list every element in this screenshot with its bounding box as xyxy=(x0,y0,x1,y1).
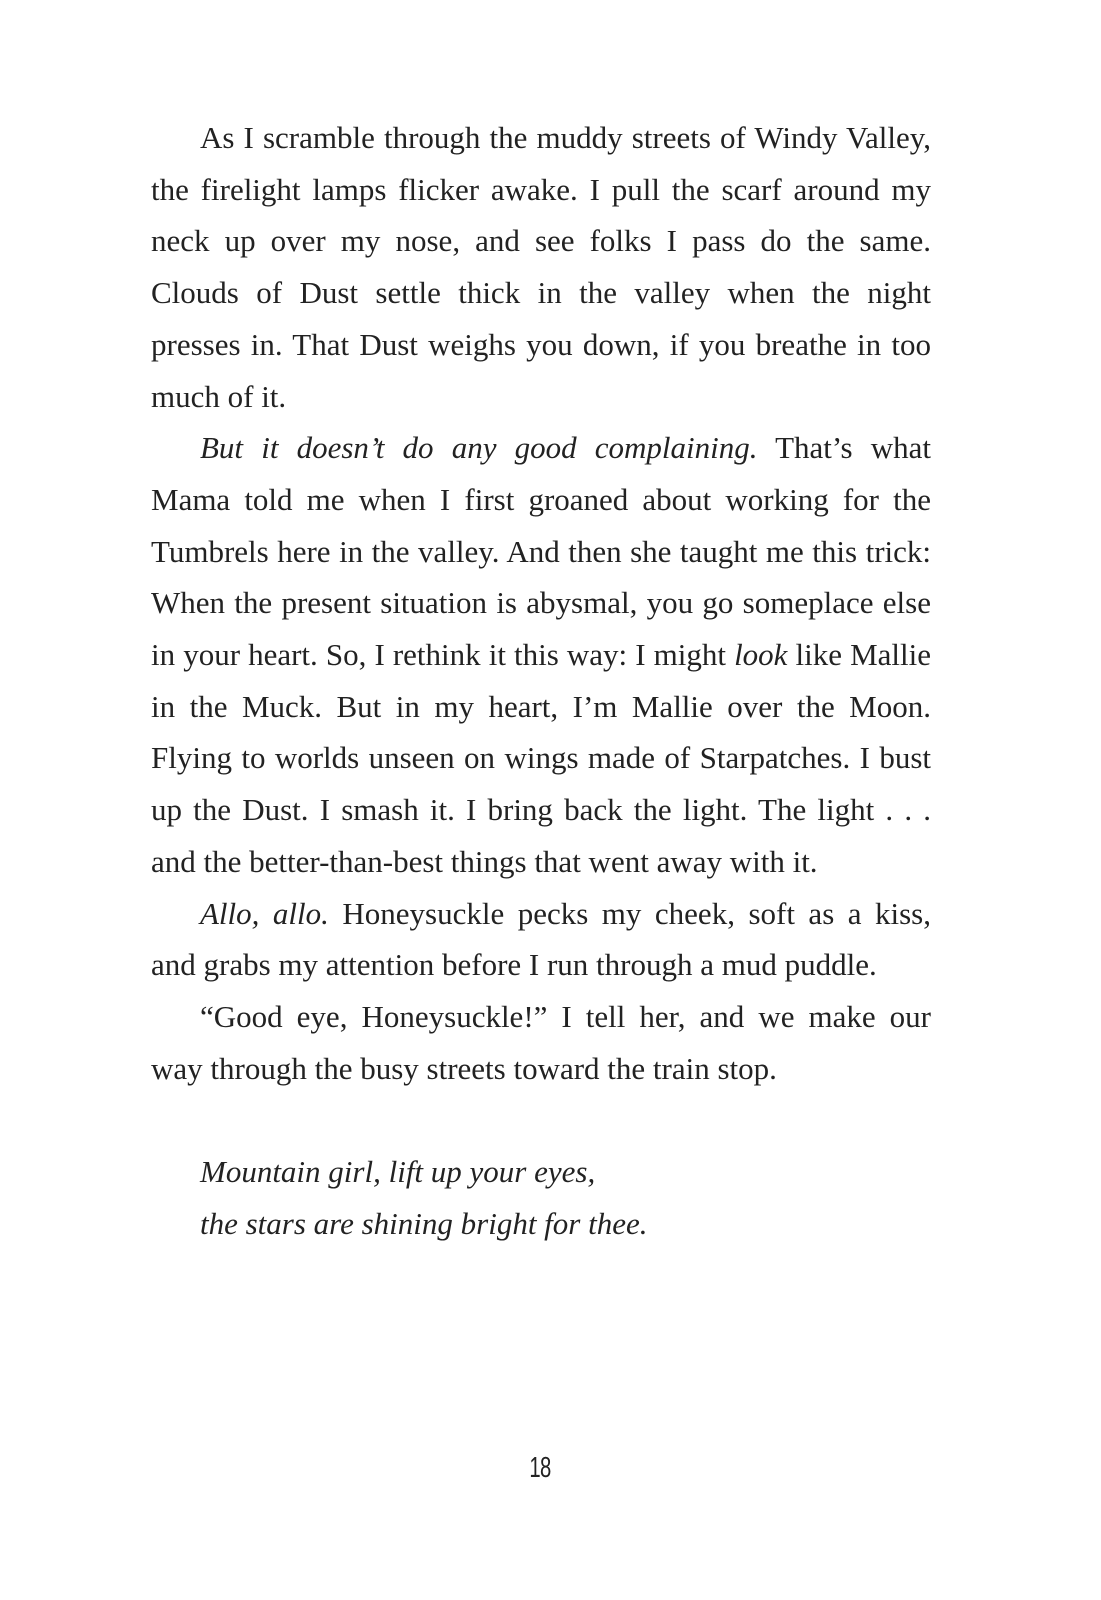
paragraph-3-text: Honeysuckle pecks my cheek, soft as a kiss, and grabs my attention before I run through a mud puddle. xyxy=(151,895,932,983)
page-number: 18 xyxy=(529,1452,551,1484)
verse-line-2: the stars are shining bright for thee. xyxy=(200,1206,648,1242)
song-verse xyxy=(151,1146,931,1249)
page-body xyxy=(151,112,931,1250)
paragraph-1 xyxy=(151,112,931,422)
paragraph-2-italic-look: look xyxy=(734,637,788,673)
paragraph-3-italic-opening: Allo, allo. xyxy=(200,895,329,931)
paragraph-2-text-a: That’s what Mama told me when I first groaned about working for the Tumbrels here in the valley. And then she taught me this trick: When the present situation is abysmal, you go someplace else in your heart. So, I rethink it this way: I might xyxy=(151,430,932,673)
paragraph-2-italic-opening: But it doesn’t do any good complaining. xyxy=(200,430,758,466)
paragraph-2 xyxy=(151,422,931,887)
paragraph-3 xyxy=(151,888,931,991)
paragraph-1-text: As I scramble through the muddy streets of Windy Valley, the firelight lamps flicker awake. I pull the scarf around my neck up over my nose, and see folks I pass do the same. Clouds of Dust settle thick in the valley when the night presses in. That Dust weighs you down, if you breathe in too much of it. xyxy=(151,120,931,414)
paragraph-2-text-b: like Mallie in the Muck. But in my heart, I’m Mallie over the Moon. Flying to worlds unseen on wings made of Starpatches. I bust up the Dust. I smash it. I bring back the light. The light . . . and the better-than-best things that went away with it. xyxy=(151,637,931,879)
paragraph-4-text: “Good eye, Honeysuckle!” I tell her, and we make our way through the busy streets toward the train stop. xyxy=(151,998,931,1086)
paragraph-4 xyxy=(151,991,931,1094)
verse-line-1: Mountain girl, lift up your eyes, xyxy=(200,1154,596,1190)
